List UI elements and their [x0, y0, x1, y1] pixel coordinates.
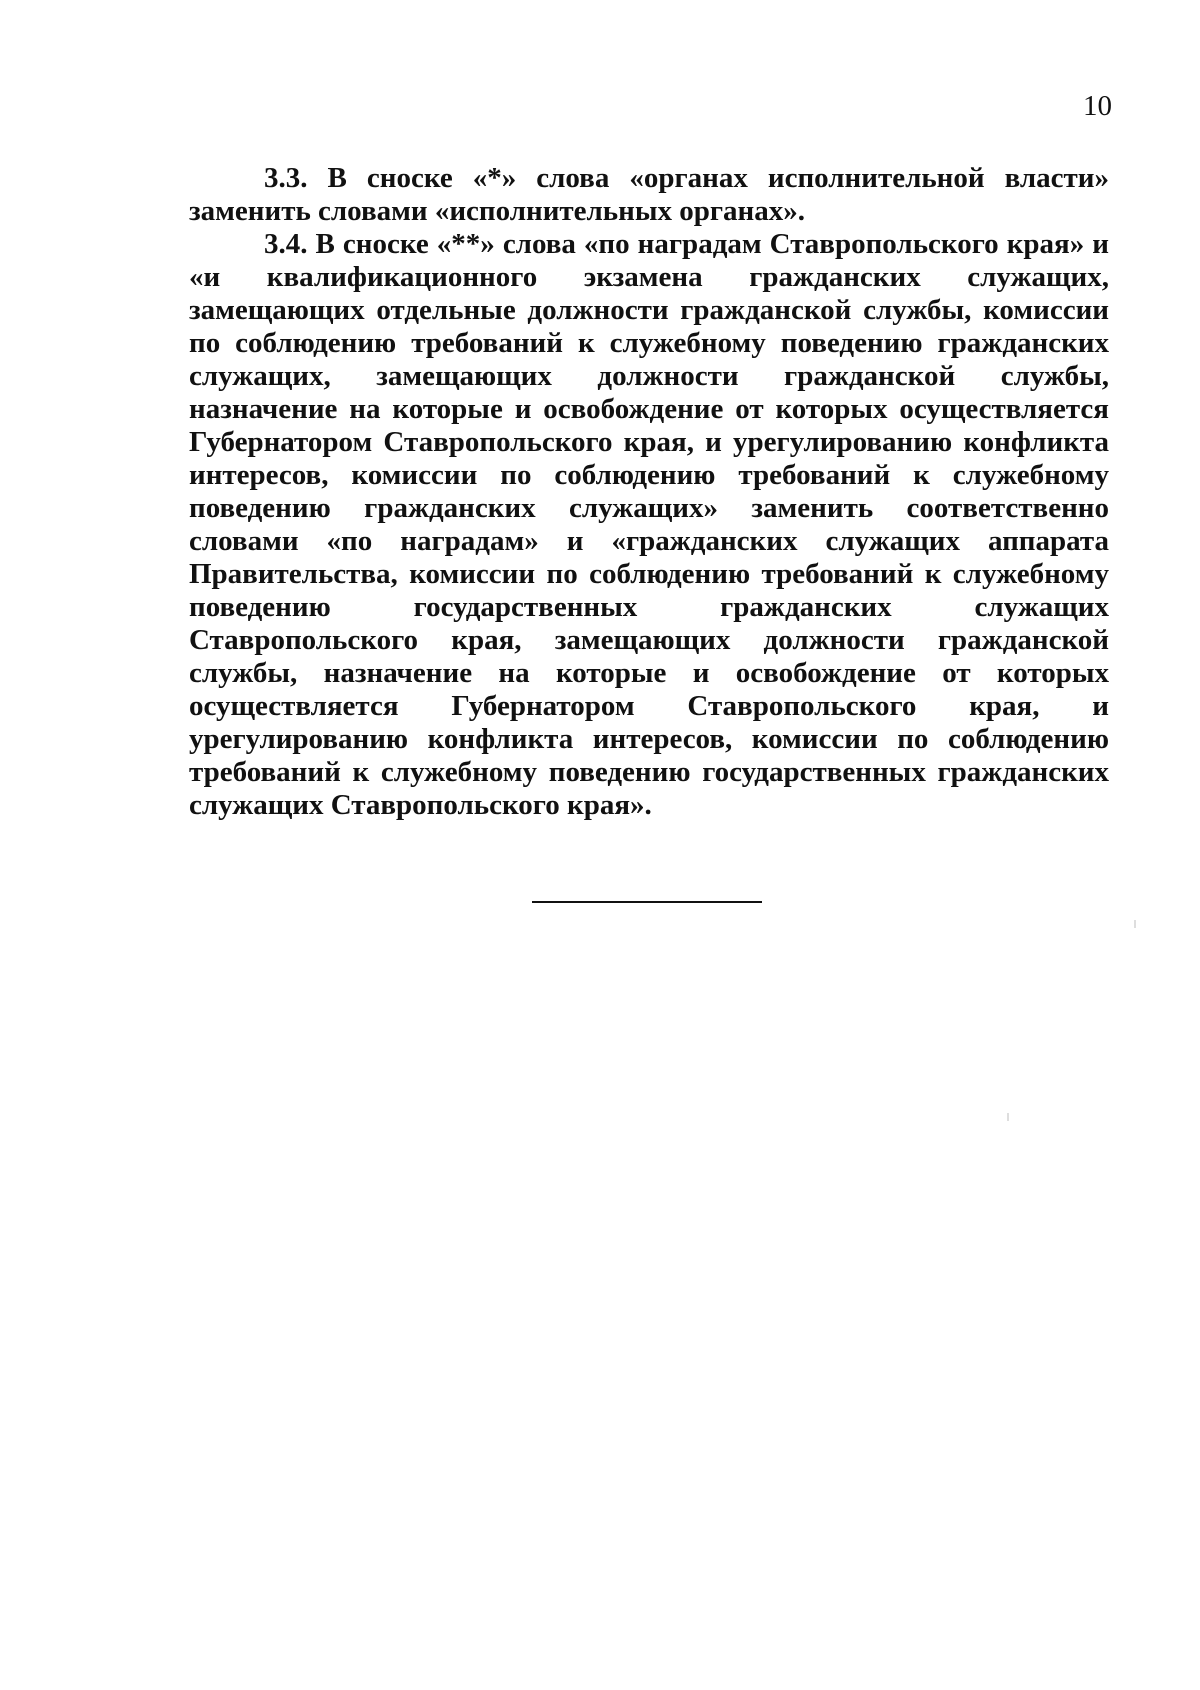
document-body — [189, 162, 1109, 822]
paragraph-3-3: 3.3. В сноске «*» слова «органах исполнительной власти» заменить словами «исполнительных органах». — [189, 162, 1109, 227]
scan-artifact-mark — [1134, 920, 1136, 928]
paragraph-3-4: 3.4. В сноске «**» слова «по наградам Ставропольского края» и «и квалификационного экзамена гражданских служащих, замещающих отдельные должности гражданской службы, комиссии по соблюдению требований к служебному поведению гражданских служащих, замещающих должности гражданской службы, назначение на которые и освобождение от которых осуществляется Губернатором Ставропольского края, и урегулированию конфликта интересов, комиссии по соблюдению требований к служебному поведению гражданских служащих» заменить соответственно словами «по наградам» и «гражданских служащих аппарата Правительства, комиссии по соблюдению требований к служебному поведению государственных гражданских служащих Ставропольского края, замещающих должности гражданской службы, назначение на которые и освобождение от которых осуществляется Губернатором Ставропольского края, и урегулированию конфликта интересов, комиссии по соблюдению требований к служебному поведению государственных гражданских служащих Ставропольского края». — [189, 228, 1109, 821]
end-separator-line — [532, 901, 762, 903]
scan-artifact-mark — [1007, 1113, 1009, 1121]
page-number: 10 — [1083, 90, 1112, 122]
